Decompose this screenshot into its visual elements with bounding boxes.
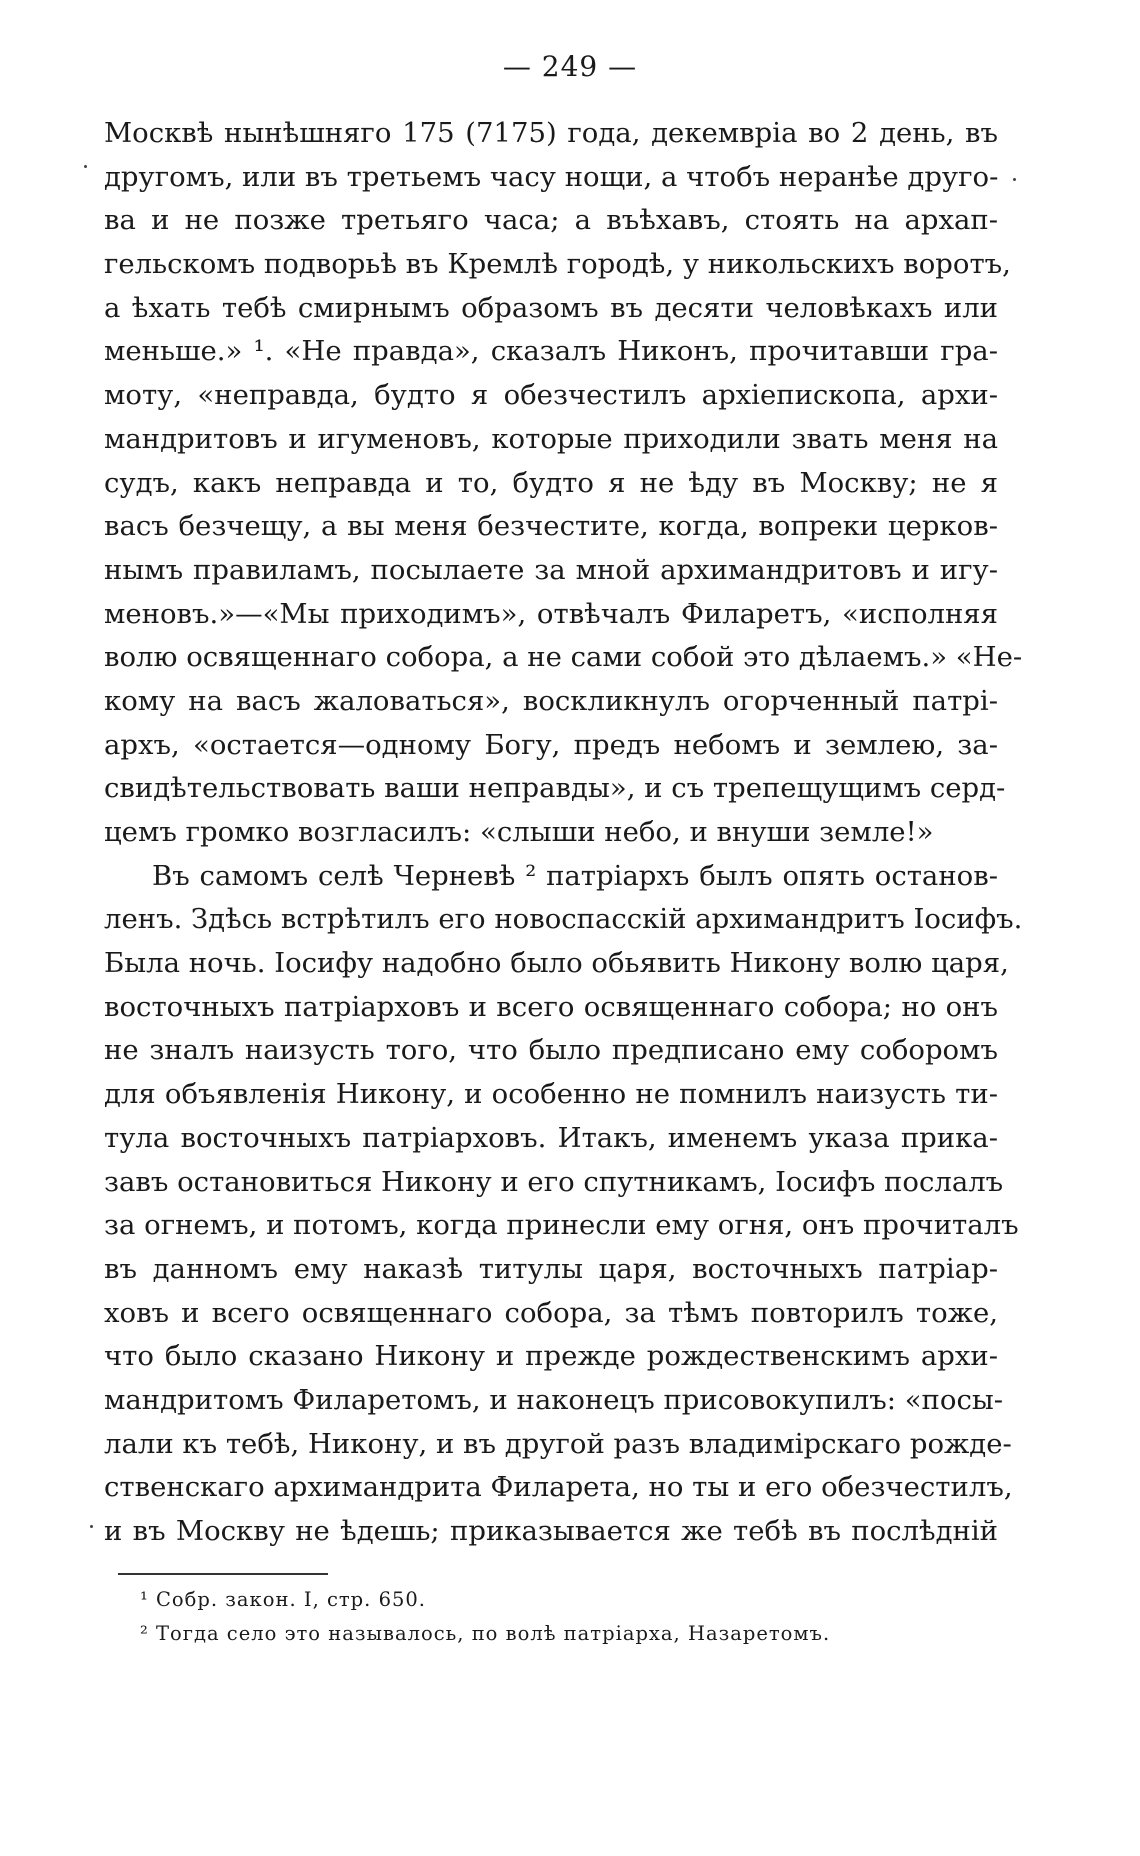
- text-line: меньше.» ¹. «Не правда», сказалъ Никонъ, прочитавши гра-: [104, 335, 998, 368]
- text-line: для объявленія Никону, и особенно не помнилъ наизусть ти-: [104, 1078, 998, 1111]
- main-text: [104, 112, 1023, 1554]
- text-line: не зналъ наизусть того, что было предписано ему соборомъ: [104, 1034, 998, 1067]
- scan-speck: [1013, 178, 1016, 181]
- text-line: архъ, «остается—одному Богу, предъ небомъ и землею, за-: [104, 728, 998, 761]
- text-line: а ѣхать тебѣ смирнымъ образомъ въ десяти человѣкахъ или: [104, 291, 998, 324]
- paragraph: [104, 112, 1023, 855]
- page-number: — 249 —: [502, 50, 638, 83]
- text-line: моту, «неправда, будто я обезчестилъ архіепископа, архи-: [104, 379, 998, 412]
- scan-speck: [90, 1525, 93, 1528]
- text-line: лали къ тебѣ, Никону, и въ другой разъ владимірскаго рожде-: [104, 1427, 1012, 1460]
- text-line: волю освященнаго собора, а не сами собой это дѣлаемъ.» «Не-: [104, 641, 1023, 674]
- text-line: другомъ, или въ третьемъ часу нощи, а чтобъ неранѣе друго-: [104, 160, 999, 193]
- footnotes: [140, 1583, 900, 1651]
- text-line: мандритомъ Филаретомъ, и наконецъ присовокупилъ: «посы-: [104, 1383, 1004, 1416]
- text-line: свидѣтельствовать ваши неправды», и съ трепещущимъ серд-: [104, 772, 1006, 805]
- text-line: ва и не позже третьяго часа; а въѣхавъ, стоять на архап-: [104, 204, 998, 237]
- text-line: восточныхъ патріарховъ и всего освященнаго собора; но онъ: [104, 990, 998, 1023]
- text-line: въ данномъ ему наказѣ титулы царя, восточныхъ патріар-: [104, 1252, 998, 1285]
- footnote: ¹ Собр. закон. I, стр. 650.: [140, 1588, 426, 1611]
- text-line: что было сказано Никону и прежде рождественскимъ архи-: [104, 1340, 998, 1373]
- text-line: ственскаго архимандрита Филарета, но ты и его обезчестилъ,: [104, 1471, 1013, 1504]
- text-line: судъ, какъ неправда и то, будто я не ѣду въ Москву; не я: [104, 466, 998, 499]
- text-line: гельскомъ подворьѣ въ Кремлѣ городѣ, у никольскихъ воротъ,: [104, 248, 1011, 281]
- text-line: Въ самомъ селѣ Черневѣ ² патріархъ былъ опять останов-: [152, 859, 998, 892]
- text-line: завъ остановиться Никону и его спутникамъ, Іосифъ послалъ: [104, 1165, 1004, 1198]
- text-line: нымъ правиламъ, посылаете за мной архимандритовъ и игу-: [104, 553, 998, 586]
- text-line: Москвѣ нынѣшняго 175 (7175) года, декемвріа во 2 день, въ: [104, 117, 998, 149]
- text-line: ленъ. Здѣсь встрѣтилъ его новоспасскій архимандритъ Іосифъ.: [104, 903, 1023, 936]
- scan-speck: [84, 165, 87, 168]
- text-line: за огнемъ, и потомъ, когда принесли ему огня, онъ прочиталъ: [104, 1209, 1019, 1242]
- text-line: тула восточныхъ патріарховъ. Итакъ, именемъ указа прика-: [104, 1121, 998, 1154]
- text-line: и въ Москву не ѣдешь; приказывается же тебѣ въ послѣдній: [104, 1515, 998, 1547]
- text-line: мандритовъ и игуменовъ, которые приходили звать меня на: [104, 422, 998, 455]
- footnote-divider: [118, 1573, 328, 1575]
- text-line: ховъ и всего освященнаго собора, за тѣмъ повторилъ тоже,: [104, 1296, 998, 1329]
- footnote: ² Тогда село это называлось, по волѣ патріарха, Назаретомъ.: [140, 1622, 831, 1645]
- text-line: цемъ громко возгласилъ: «слыши небо, и внуши земле!»: [104, 816, 934, 848]
- paragraph: [104, 855, 1023, 1554]
- text-line: васъ безчещу, а вы меня безчестите, когда, вопреки церков-: [104, 510, 998, 543]
- text-line: Была ночь. Іосифу надобно было обьявить Никону волю царя,: [104, 947, 1009, 980]
- text-line: кому на васъ жаловаться», воскликнулъ огорченный патрі-: [104, 684, 998, 717]
- text-line: меновъ.»—«Мы приходимъ», отвѣчалъ Филаретъ, «исполняя: [104, 597, 998, 630]
